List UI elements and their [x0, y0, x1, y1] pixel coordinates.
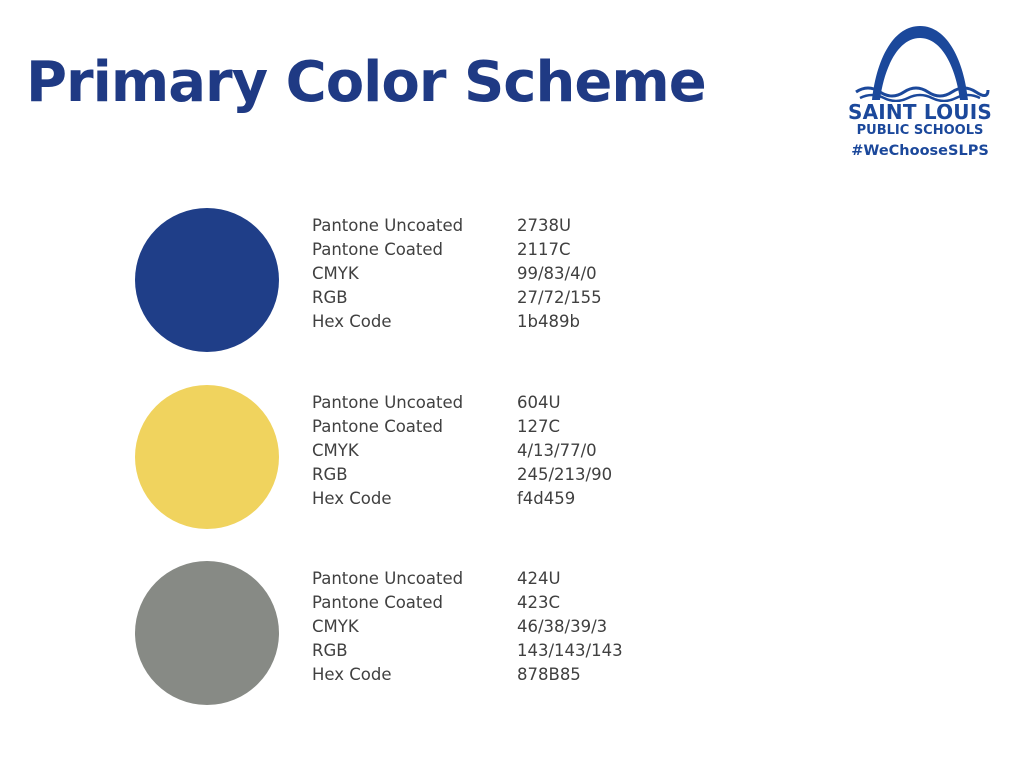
- logo-text-saint-louis: SAINT LOUIS: [848, 100, 992, 124]
- spec-value: 1b489b: [517, 312, 580, 331]
- spec-label: Pantone Uncoated: [312, 393, 464, 412]
- color-swatch-yellow: [135, 385, 279, 529]
- spec-value: 99/83/4/0: [517, 264, 597, 283]
- spec-label: CMYK: [312, 441, 359, 460]
- spec-value: 424U: [517, 569, 561, 588]
- spec-label: Pantone Coated: [312, 240, 444, 259]
- color-swatch-gray: [135, 561, 279, 705]
- spec-value: 46/38/39/3: [517, 617, 608, 636]
- spec-label: RGB: [312, 465, 348, 484]
- spec-value: 4/13/77/0: [517, 441, 597, 460]
- color-entry-blue: [0, 208, 1024, 353]
- gateway-arch-icon: [850, 22, 990, 102]
- spec-label: RGB: [312, 288, 348, 307]
- color-entry-gray: [0, 561, 1024, 706]
- color-swatch-blue: [135, 208, 279, 352]
- spec-value: 127C: [517, 417, 561, 436]
- spec-label: Hex Code: [312, 665, 392, 684]
- spec-value: 2117C: [517, 240, 571, 259]
- spec-label: CMYK: [312, 264, 359, 283]
- spec-label: Hex Code: [312, 489, 392, 508]
- saint-louis-public-schools-logo: [836, 22, 1004, 167]
- spec-label: Hex Code: [312, 312, 392, 331]
- page-title: Primary Color Scheme: [26, 50, 706, 115]
- spec-label: RGB: [312, 641, 348, 660]
- logo-hashtag: #WeChooseSLPS: [851, 143, 989, 159]
- spec-value: 2738U: [517, 216, 572, 235]
- spec-value: 878B85: [517, 665, 581, 684]
- spec-value: 27/72/155: [517, 288, 602, 307]
- spec-value: f4d459: [517, 489, 576, 508]
- logo-text-public-schools: PUBLIC SCHOOLS: [856, 123, 984, 138]
- spec-value: 143/143/143: [517, 641, 623, 660]
- spec-label: Pantone Uncoated: [312, 569, 464, 588]
- spec-label: Pantone Coated: [312, 593, 444, 612]
- color-entry-yellow: [0, 385, 1024, 530]
- spec-label: Pantone Uncoated: [312, 216, 464, 235]
- spec-label: Pantone Coated: [312, 417, 444, 436]
- spec-value: 604U: [517, 393, 561, 412]
- spec-value: 423C: [517, 593, 561, 612]
- spec-label: CMYK: [312, 617, 359, 636]
- spec-value: 245/213/90: [517, 465, 613, 484]
